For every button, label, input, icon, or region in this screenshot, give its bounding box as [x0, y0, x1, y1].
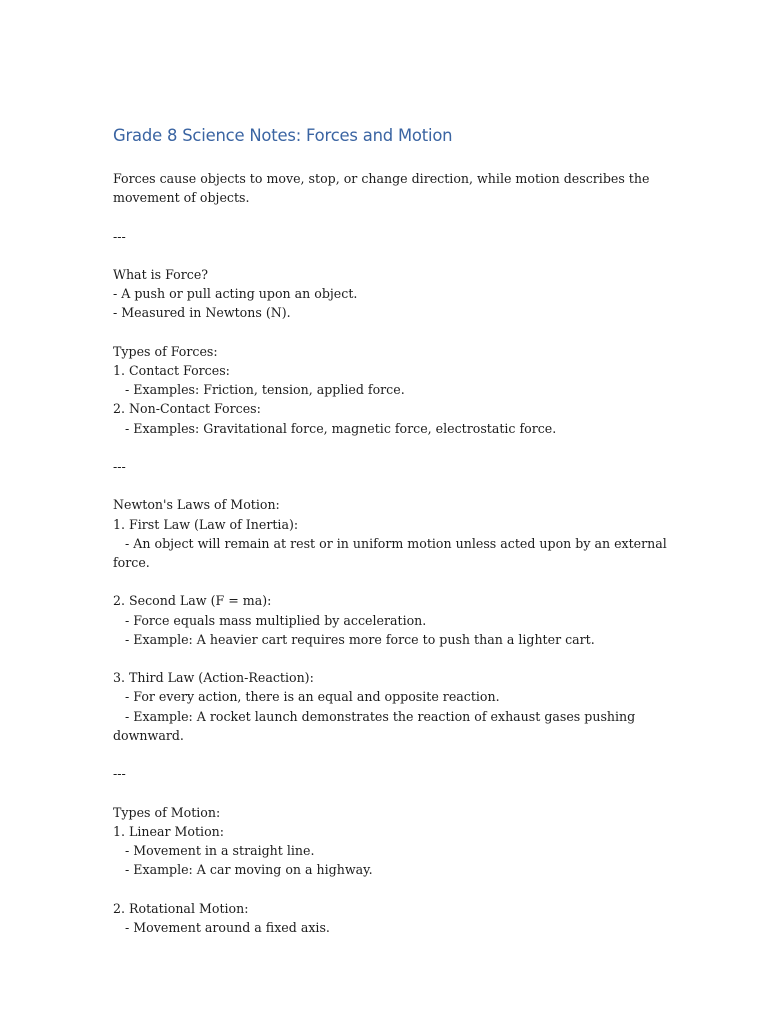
separator: ---	[113, 766, 126, 782]
second-law-detail: - Force equals mass multiplied by acceleration.	[113, 612, 427, 628]
second-law-detail: - Example: A heavier cart requires more force to push than a lighter cart.	[113, 631, 595, 647]
types-of-forces-line: 2. Non-Contact Forces:	[113, 401, 261, 417]
third-law-detail: - For every action, there is an equal and opposite reaction.	[113, 689, 500, 705]
intro-paragraph: Forces cause objects to move, stop, or change direction, while motion describes the movement of objects.	[113, 171, 654, 206]
first-law: 1. First Law (Law of Inertia):	[113, 516, 299, 532]
force-line: - Measured in Newtons (N).	[113, 305, 291, 321]
newtons-laws-heading: Newton's Laws of Motion:	[113, 497, 280, 513]
rotational-motion: 2. Rotational Motion:	[113, 900, 249, 916]
types-of-forces-line: 1. Contact Forces:	[113, 362, 230, 378]
linear-motion-detail: - Movement in a straight line.	[113, 842, 315, 858]
second-law: 2. Second Law (F = ma):	[113, 593, 272, 609]
types-of-forces-heading: Types of Forces:	[113, 343, 218, 359]
third-law: 3. Third Law (Action-Reaction):	[113, 670, 314, 686]
force-line: - A push or pull acting upon an object.	[113, 286, 358, 302]
types-of-motion-heading: Types of Motion:	[113, 804, 221, 820]
third-law-detail: - Example: A rocket launch demonstrates the reaction of exhaust gases pushing downward.	[113, 708, 640, 743]
linear-motion-detail: - Example: A car moving on a highway.	[113, 862, 373, 878]
types-of-forces-line: - Examples: Friction, tension, applied force.	[113, 382, 405, 398]
linear-motion: 1. Linear Motion:	[113, 823, 225, 839]
separator: ---	[113, 228, 126, 244]
types-of-forces-line: - Examples: Gravitational force, magnetic force, electrostatic force.	[113, 420, 557, 436]
document-body	[113, 122, 673, 937]
first-law-detail: - An object will remain at rest or in uniform motion unless acted upon by an external force.	[113, 535, 671, 570]
force-heading: What is Force?	[113, 266, 209, 282]
page-title: Grade 8 Science Notes: Forces and Motion	[113, 126, 453, 145]
rotational-motion-detail: - Movement around a fixed axis.	[113, 919, 330, 935]
separator: ---	[113, 458, 126, 474]
